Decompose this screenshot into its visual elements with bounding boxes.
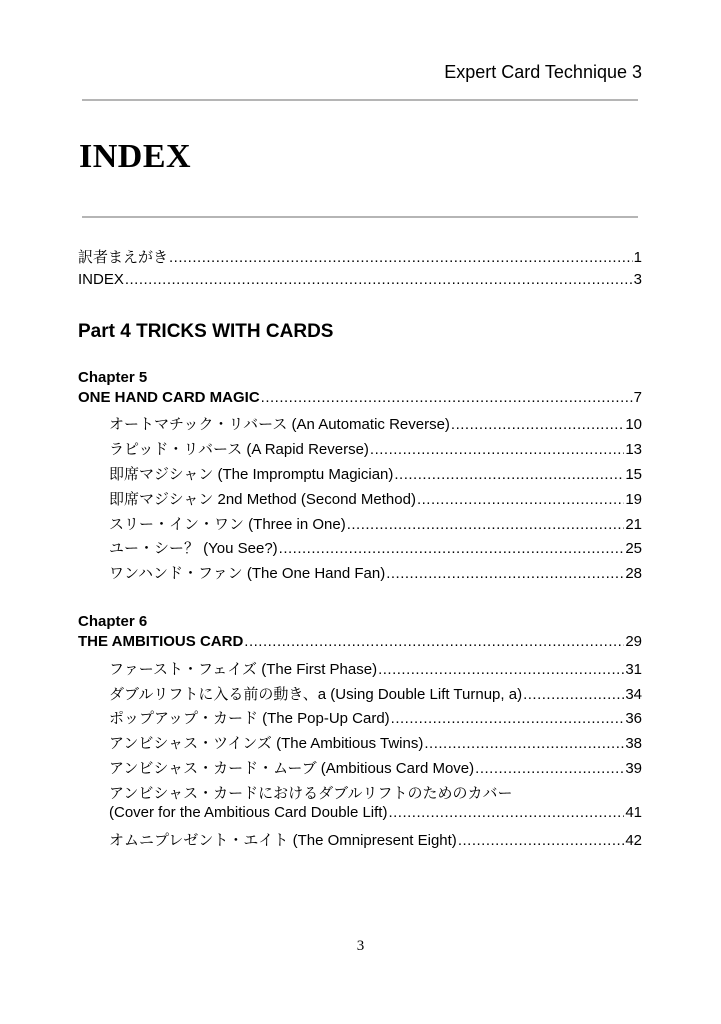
toc-entry-label: ポップアップ・カード (The Pop-Up Card)	[109, 710, 390, 728]
toc-entry-page: 25	[625, 540, 642, 558]
toc-entry-translator-preface[interactable]	[78, 246, 642, 271]
toc-entry-page: 42	[625, 831, 642, 849]
toc-entry-label: オムニプレゼント・エイト (The Omnipresent Eight)	[109, 831, 457, 849]
top-divider	[82, 99, 638, 101]
leader-dots	[523, 686, 624, 703]
toc-entry-label-line1: アンビシャス・カードにおけるダブルリフトのためのカバー	[109, 784, 513, 802]
leader-dots	[475, 760, 624, 777]
leader-dots	[386, 565, 624, 582]
toc-entry-page: 31	[625, 660, 642, 678]
toc-entry-page: 21	[625, 515, 642, 533]
leader-dots	[458, 832, 625, 849]
toc-entry-page: 28	[625, 565, 642, 583]
toc-chapter-title[interactable]	[78, 389, 642, 414]
toc-entry-label: アンビシャス・ツインズ (The Ambitious Twins)	[109, 735, 424, 753]
toc-entry-label: ラピッド・リバース (A Rapid Reverse)	[109, 441, 369, 459]
toc-entry-line2	[109, 804, 642, 829]
table-of-contents	[78, 246, 642, 853]
leader-dots	[378, 661, 624, 678]
part-title: Part 4 TRICKS WITH CARDS	[78, 320, 334, 342]
heading-divider	[82, 216, 638, 218]
toc-entry[interactable]	[78, 732, 642, 757]
toc-entry-label: オートマチック・リバース (An Automatic Reverse)	[109, 416, 450, 434]
toc-entry-label: 即席マジシャン (The Impromptu Magician)	[109, 465, 394, 483]
toc-entry-page: 1	[633, 249, 642, 266]
toc-entry-page: 19	[625, 490, 642, 508]
chapter-label: Chapter 6	[78, 612, 148, 630]
toc-entry[interactable]	[78, 463, 642, 488]
toc-entry[interactable]	[78, 757, 642, 782]
toc-entry-page: 36	[625, 710, 642, 728]
toc-entry-label: THE AMBITIOUS CARD	[78, 632, 244, 650]
toc-entry[interactable]	[78, 707, 642, 732]
leader-dots	[261, 389, 633, 406]
leader-dots	[370, 441, 624, 458]
leader-dots	[394, 466, 624, 483]
toc-entry[interactable]	[78, 537, 642, 562]
toc-entry-label: ワンハンド・ファン (The One Hand Fan)	[109, 565, 386, 583]
toc-entry-label-line2: (Cover for the Ambitious Card Double Lift)	[109, 803, 388, 821]
toc-entry-label: アンビシャス・カード・ムーブ (Ambitious Card Move)	[109, 759, 475, 777]
toc-entry-label: スリー・イン・ワン (Three in One)	[109, 515, 346, 533]
toc-entry-label: 即席マジシャン 2nd Method (Second Method)	[109, 490, 416, 508]
leader-dots	[169, 249, 633, 266]
toc-entry[interactable]	[78, 658, 642, 683]
leader-dots	[125, 271, 633, 288]
leader-dots	[279, 540, 625, 557]
toc-entry-page: 7	[633, 388, 642, 406]
toc-entry[interactable]	[78, 438, 642, 463]
toc-entry-page: 13	[625, 441, 642, 459]
toc-entry-page: 29	[625, 632, 642, 650]
toc-entry[interactable]	[78, 829, 642, 854]
page-number: 3	[356, 938, 365, 954]
leader-dots	[388, 804, 624, 821]
toc-entry-label: INDEX	[78, 270, 124, 288]
leader-dots	[391, 710, 625, 727]
running-header-title: Expert Card Technique 3	[444, 62, 642, 82]
toc-entry-label: ダブルリフトに入る前の動き、a (Using Double Lift Turnup, a)	[109, 685, 523, 703]
toc-entry[interactable]	[78, 562, 642, 587]
toc-entry-label: ONE HAND CARD MAGIC	[78, 388, 260, 406]
leader-dots	[424, 735, 624, 752]
toc-entry-multiline[interactable]	[78, 782, 642, 829]
toc-entry-page: 34	[625, 685, 642, 703]
toc-entry-index[interactable]	[78, 271, 642, 296]
toc-entry-page: 39	[625, 759, 642, 777]
toc-entry-page: 41	[625, 803, 642, 821]
toc-entry-label: ファースト・フェイズ (The First Phase)	[109, 660, 378, 678]
toc-entry[interactable]	[78, 488, 642, 513]
toc-entry[interactable]	[78, 683, 642, 708]
toc-entry-page: 3	[633, 270, 642, 288]
toc-entry-label: ユー・シー？ (You See?)	[109, 540, 278, 558]
page-heading: INDEX	[79, 138, 192, 175]
toc-entry-page: 38	[625, 735, 642, 753]
leader-dots	[417, 491, 624, 508]
toc-chapter-title[interactable]	[78, 633, 642, 658]
toc-entry[interactable]	[78, 413, 642, 438]
toc-entry-label: 訳者まえがき	[78, 249, 169, 266]
leader-dots	[244, 633, 624, 650]
chapter-label: Chapter 5	[78, 368, 148, 386]
leader-dots	[347, 516, 625, 533]
toc-entry-page: 10	[625, 416, 642, 434]
leader-dots	[451, 416, 624, 433]
toc-entry[interactable]	[78, 513, 642, 538]
toc-entry-page: 15	[625, 465, 642, 483]
